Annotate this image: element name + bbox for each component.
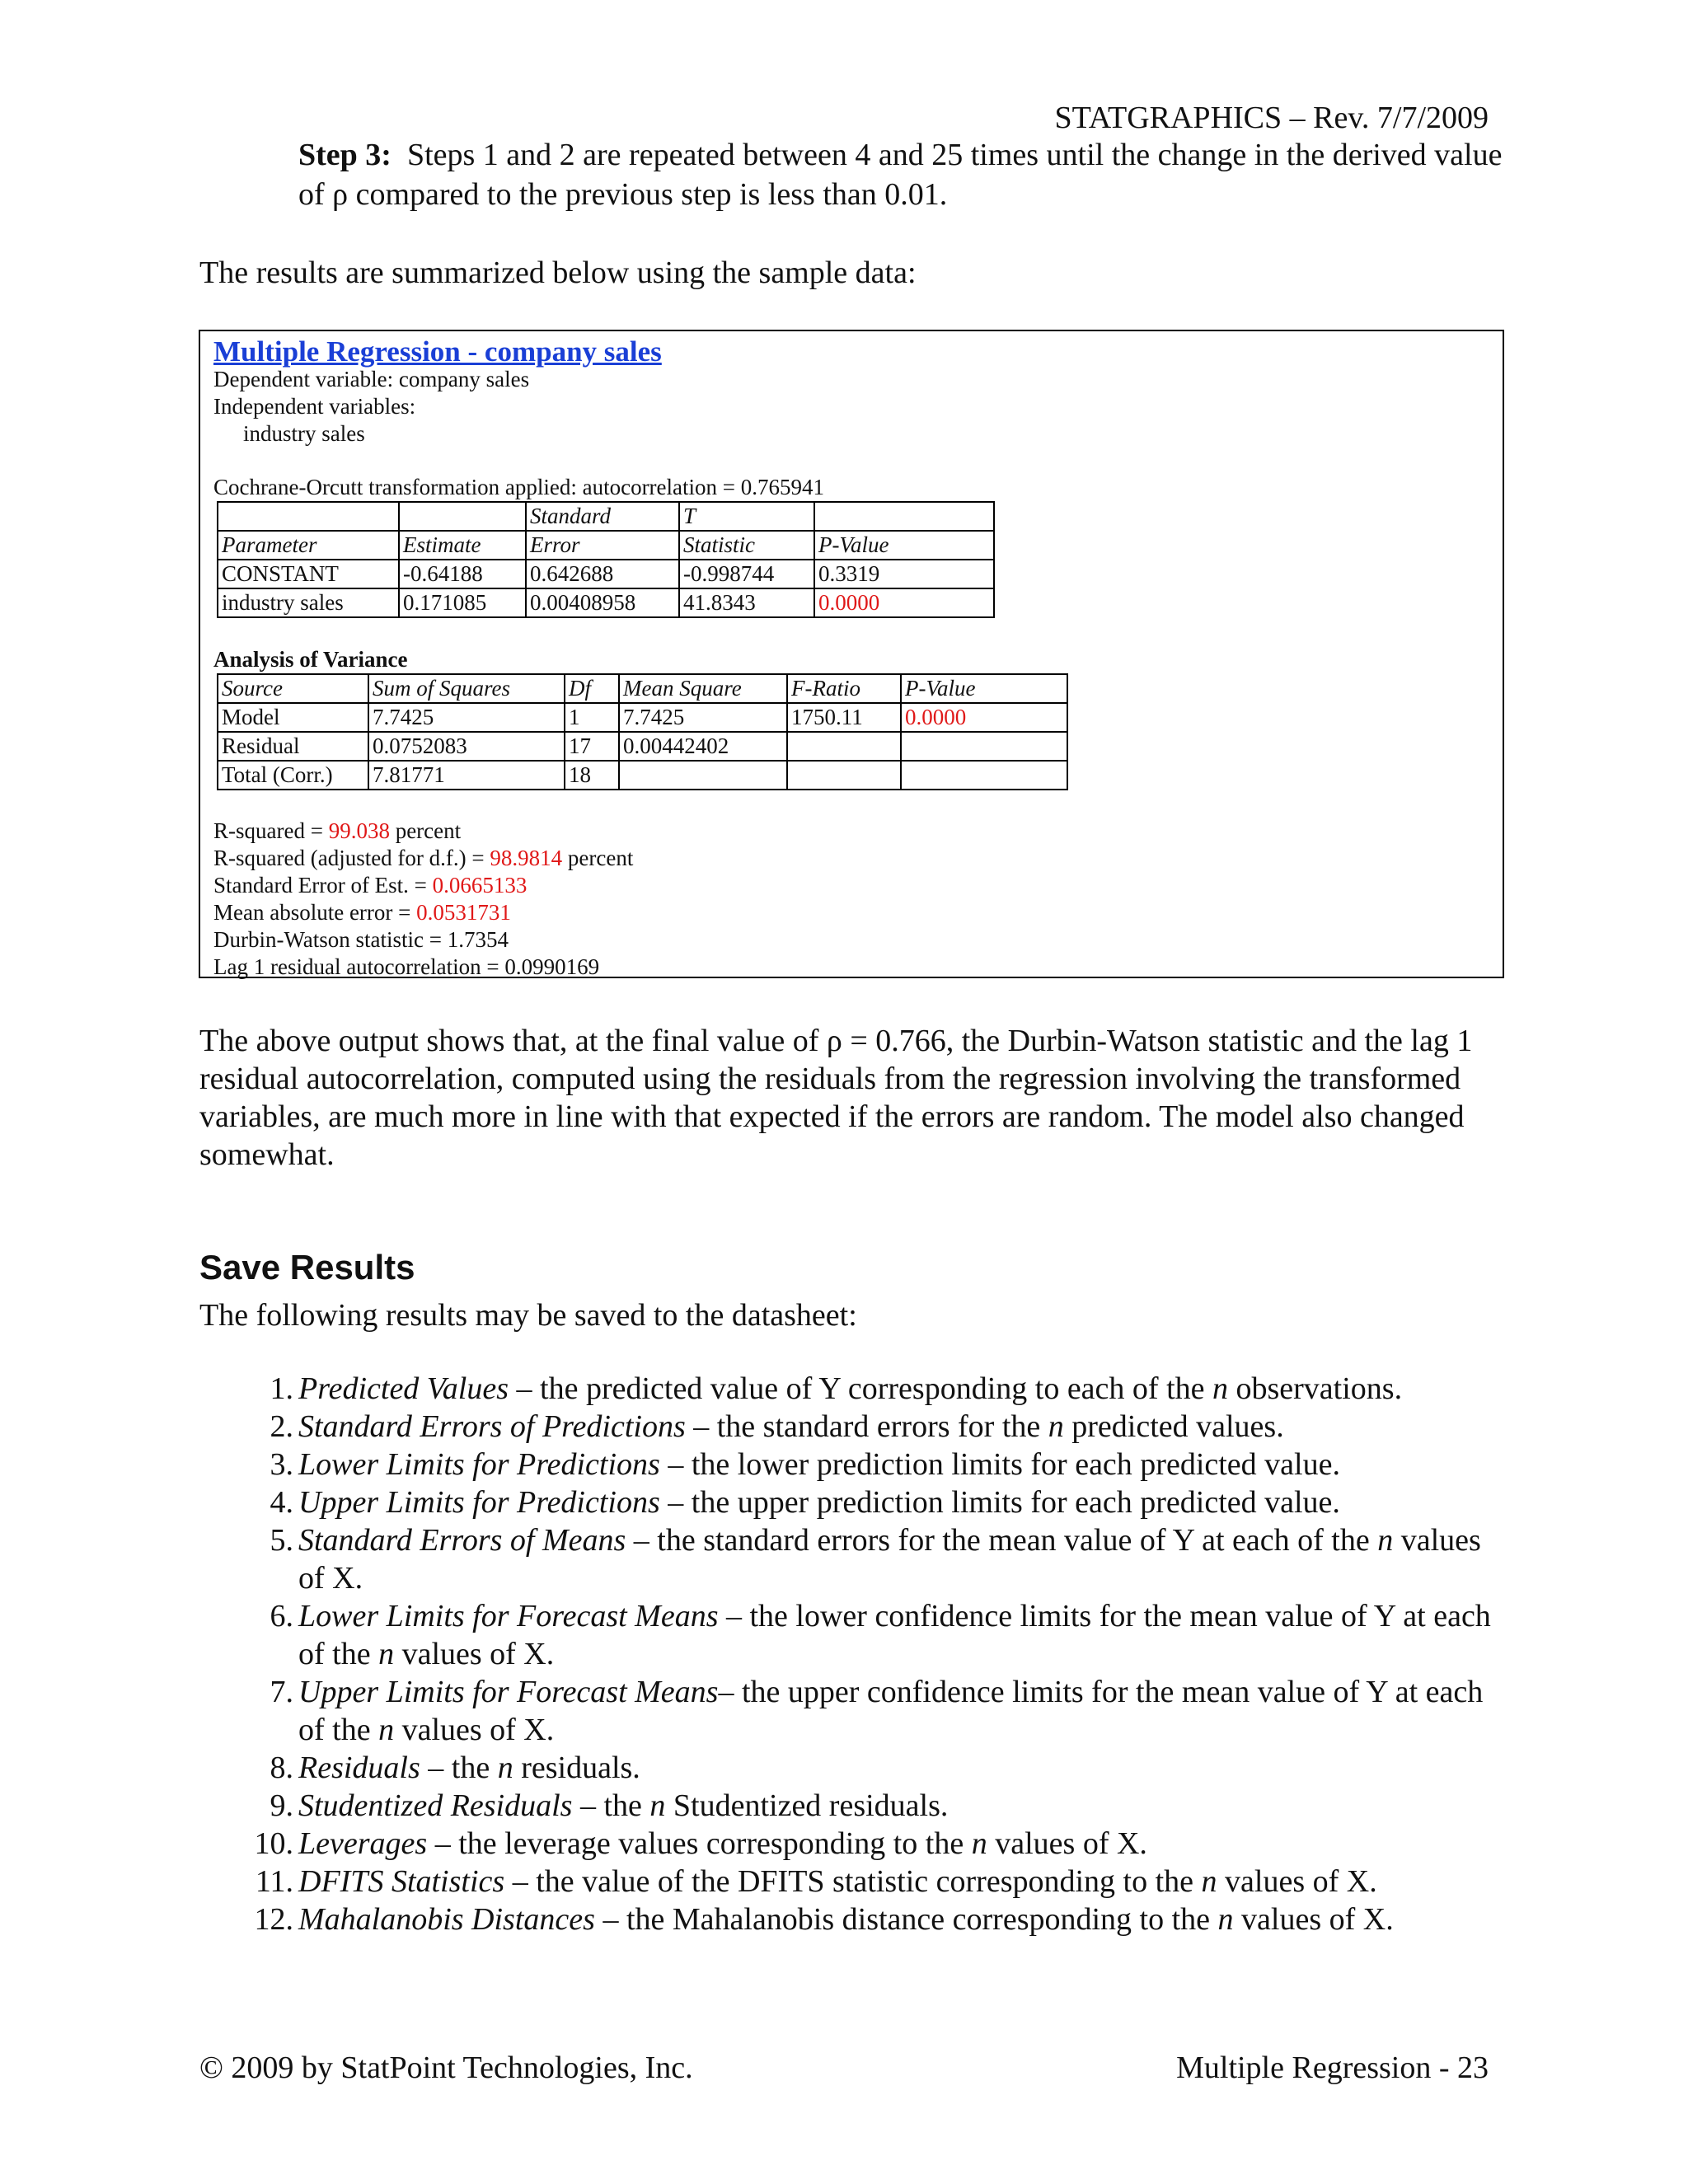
output-title-link[interactable]: Multiple Regression - company sales (213, 335, 662, 368)
independent-variable-name: industry sales (243, 421, 365, 446)
table-row (218, 703, 1067, 732)
list-item-text: Lower Limits for Forecast Means – the lower confidence limits for the mean value of Y at each of the n values of X. (298, 1599, 1491, 1671)
list-item-number: 10. (254, 1826, 293, 1861)
table-cell: 1750.11 (787, 703, 901, 732)
table-cell: Model (218, 703, 368, 732)
list-item-term: Leverages (298, 1826, 428, 1861)
coef-header-top-cell: Standard (526, 502, 679, 531)
r-squared-value: 99.038 (328, 818, 390, 843)
list-item-number: 1. (270, 1371, 293, 1406)
table-cell: 0.642688 (526, 560, 679, 588)
list-item (246, 1863, 1498, 1900)
coef-header-cell: Error (526, 531, 679, 560)
list-item (246, 1521, 1498, 1597)
list-item-text: Standard Errors of Means – the standard errors for the mean value of Y at each of the n values of X. (298, 1523, 1481, 1596)
list-item-term: Upper Limits for Forecast Means (298, 1675, 719, 1709)
save-results-intro: The following results may be saved to the datasheet: (199, 1298, 857, 1333)
list-item-text: Lower Limits for Predictions – the lower prediction limits for each predicted value. (298, 1447, 1340, 1482)
table-cell: CONSTANT (218, 560, 399, 588)
independent-variables-line: Independent variables: (213, 394, 416, 419)
coef-header-top-cell (814, 502, 994, 531)
list-item-text: Predicted Values – the predicted value of Y corresponding to each of the n observations. (298, 1371, 1403, 1406)
step3-label: Step 3: (298, 138, 392, 172)
list-item (246, 1673, 1498, 1749)
table-cell: 7.81771 (368, 761, 565, 790)
anova-title: Analysis of Variance (213, 647, 408, 672)
list-item-text: DFITS Statistics – the value of the DFITS statistic corresponding to the n values of X. (298, 1864, 1377, 1899)
page-header: STATGRAPHICS – Rev. 7/7/2009 (1054, 101, 1489, 135)
list-item-term: Standard Errors of Predictions (298, 1409, 686, 1444)
table-cell: -0.998744 (679, 560, 814, 588)
table-cell: 17 (565, 732, 619, 761)
list-item-term: Predicted Values (298, 1371, 509, 1406)
list-item-text: Standard Errors of Predictions – the standard errors for the n predicted values. (298, 1409, 1284, 1444)
list-item-term: Standard Errors of Means (298, 1523, 626, 1558)
list-item (246, 1900, 1498, 1938)
table-row (218, 560, 994, 588)
anova-header-cell: Mean Square (619, 674, 787, 703)
list-item-term: Studentized Residuals (298, 1788, 573, 1823)
table-cell (787, 732, 901, 761)
coef-header-top-row (218, 502, 994, 531)
list-item (246, 1749, 1498, 1787)
coef-header-cell: Statistic (679, 531, 814, 560)
table-cell: 41.8343 (679, 588, 814, 617)
anova-header-cell: Source (218, 674, 368, 703)
coef-header-cell: Estimate (399, 531, 526, 560)
footer-copyright: © 2009 by StatPoint Technologies, Inc. (199, 2050, 693, 2085)
table-cell: 0.3319 (814, 560, 994, 588)
save-results-list (246, 1370, 1498, 1938)
list-item-number: 3. (270, 1447, 293, 1482)
p-value-cell: 0.0000 (814, 588, 994, 617)
footer-page-number: Multiple Regression - 23 (1176, 2050, 1489, 2085)
mean-absolute-error-line: Mean absolute error = 0.0531731 (213, 900, 511, 925)
lag1-autocorrelation-line: Lag 1 residual autocorrelation = 0.0990169 (213, 954, 600, 979)
table-cell (787, 761, 901, 790)
p-value-cell: 0.0000 (901, 703, 1067, 732)
list-item (246, 1825, 1498, 1863)
anova-header-cell: P-Value (901, 674, 1067, 703)
summary-intro: The results are summarized below using the sample data: (199, 255, 917, 290)
list-item-text: Upper Limits for Forecast Means– the upper confidence limits for the mean value of Y at each of the n values of X. (298, 1675, 1484, 1747)
list-item (246, 1597, 1498, 1673)
list-item-number: 6. (270, 1599, 293, 1633)
r-squared-adjusted-value: 98.9814 (490, 846, 563, 870)
list-item (246, 1483, 1498, 1521)
table-row (218, 732, 1067, 761)
transformation-note: Cochrane-Orcutt transformation applied: autocorrelation = 0.765941 (213, 475, 824, 499)
table-cell (619, 761, 787, 790)
table-cell: 0.00408958 (526, 588, 679, 617)
list-item-term: Residuals (298, 1750, 420, 1785)
list-item-number: 9. (270, 1788, 293, 1823)
list-item-term: Upper Limits for Predictions (298, 1485, 660, 1520)
save-results-heading: Save Results (199, 1248, 415, 1286)
table-cell: 0.171085 (399, 588, 526, 617)
coef-header-cell: P-Value (814, 531, 994, 560)
list-item (246, 1370, 1498, 1408)
coef-header-top-cell (399, 502, 526, 531)
list-item-term: DFITS Statistics (298, 1864, 505, 1899)
list-item-text: Upper Limits for Predictions – the upper prediction limits for each predicted value. (298, 1485, 1340, 1520)
durbin-watson-line: Durbin-Watson statistic = 1.7354 (213, 927, 509, 952)
list-item (246, 1446, 1498, 1483)
table-cell: -0.64188 (399, 560, 526, 588)
table-cell: 7.7425 (368, 703, 565, 732)
table-row (218, 588, 994, 617)
list-item-number: 11. (255, 1864, 293, 1899)
dependent-variable-line: Dependent variable: company sales (213, 367, 530, 391)
r-squared-line: R-squared = 99.038 percent (213, 818, 462, 843)
list-item (246, 1787, 1498, 1825)
list-item-text: Mahalanobis Distances – the Mahalanobis distance corresponding to the n values of X. (298, 1902, 1394, 1937)
coef-header-row (218, 531, 994, 560)
step3-paragraph (298, 135, 1518, 214)
list-item-number: 4. (270, 1485, 293, 1520)
table-row (218, 761, 1067, 790)
coefficients-table (217, 501, 995, 618)
anova-table (217, 673, 1068, 790)
list-item-text: Residuals – the n residuals. (298, 1750, 640, 1785)
list-item-number: 8. (270, 1750, 293, 1785)
mean-absolute-error-value: 0.0531731 (416, 900, 511, 925)
standard-error-value: 0.0665133 (432, 873, 528, 898)
regression-output-box (199, 330, 1504, 978)
table-cell (901, 732, 1067, 761)
standard-error-line: Standard Error of Est. = 0.0665133 (213, 873, 528, 898)
coef-header-cell: Parameter (218, 531, 399, 560)
list-item-term: Lower Limits for Forecast Means (298, 1599, 719, 1633)
list-item (246, 1408, 1498, 1446)
coef-header-top-cell: T (679, 502, 814, 531)
anova-header-cell: F-Ratio (787, 674, 901, 703)
anova-header-cell: Df (565, 674, 619, 703)
coef-header-top-cell (218, 502, 399, 531)
anova-header-row (218, 674, 1067, 703)
table-cell: Residual (218, 732, 368, 761)
table-cell: Total (Corr.) (218, 761, 368, 790)
list-item-number: 5. (270, 1523, 293, 1558)
list-item-text: Leverages – the leverage values corresponding to the n values of X. (298, 1826, 1147, 1861)
list-item-number: 12. (254, 1902, 293, 1937)
step3-text: Steps 1 and 2 are repeated between 4 and 25 times until the change in the derived value of ρ compared to the previous step is less than 0.01. (298, 138, 1503, 212)
list-item-term: Lower Limits for Predictions (298, 1447, 660, 1482)
table-cell (901, 761, 1067, 790)
list-item-term: Mahalanobis Distances (298, 1902, 595, 1937)
anova-header-cell: Sum of Squares (368, 674, 565, 703)
interpretation-paragraph: The above output shows that, at the final value of ρ = 0.766, the Durbin-Watson statistic and the lag 1 residual autocorrelation, computed using the residuals from the regression involving the transformed variables, are much more in line with that expected if the errors are random. The model also changed somewhat. (199, 1024, 1473, 1172)
table-cell: 18 (565, 761, 619, 790)
table-cell: 0.00442402 (619, 732, 787, 761)
list-item-text: Studentized Residuals – the n Studentized residuals. (298, 1788, 949, 1823)
table-cell: 7.7425 (619, 703, 787, 732)
list-item-number: 7. (270, 1675, 293, 1709)
list-item-number: 2. (270, 1409, 293, 1444)
table-cell: industry sales (218, 588, 399, 617)
table-cell: 1 (565, 703, 619, 732)
r-squared-adjusted-line: R-squared (adjusted for d.f.) = 98.9814 percent (213, 846, 634, 870)
table-cell: 0.0752083 (368, 732, 565, 761)
